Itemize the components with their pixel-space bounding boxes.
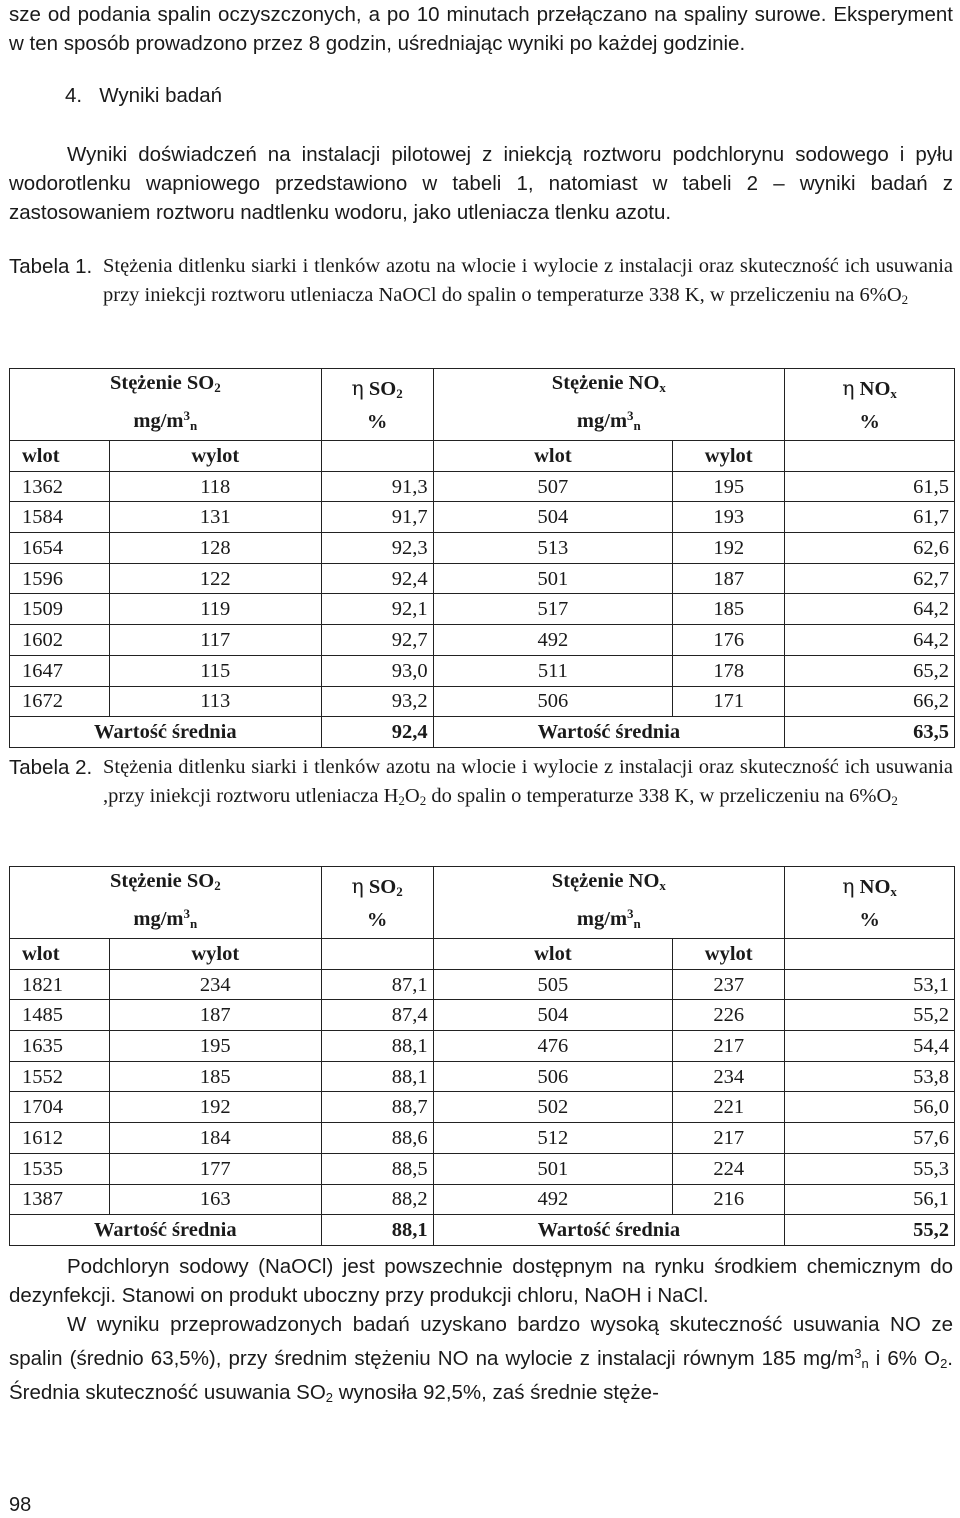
section-title: Wyniki badań [99,84,223,107]
table-cell: 1362 [10,471,110,502]
table-cell: 115 [109,655,321,686]
table-cell: 505 [433,969,673,1000]
table-cell: 216 [673,1184,785,1215]
table-cell: 492 [433,1184,673,1215]
table-cell: 502 [433,1092,673,1123]
average-label: Wartość średnia [433,717,785,748]
table-cell: 128 [109,533,321,564]
table-cell: 56,1 [785,1184,955,1215]
table-cell: 87,1 [321,969,433,1000]
table-row [10,1153,955,1184]
table-cell: 1821 [10,969,110,1000]
inlet-label: wlot [10,441,110,472]
inlet-label: wlot [433,441,673,472]
table-cell: 1535 [10,1153,110,1184]
table1-caption-text: Stężenia ditlenku siarki i tlenków azotu na wlocie i wylocie z instalacji oraz skuteczność ich usuwania przy iniekcji roztworu utleniacza NaOCl do spalin o temperaturze 338 K, w przeliczeniu na 6%O [103,255,953,306]
average-so2-value: 88,1 [321,1215,433,1246]
table-cell: 192 [673,533,785,564]
table-row [10,655,955,686]
table-cell: 226 [673,1000,785,1031]
so2-concentration-header: Stężenie $SO_2$ $mg/m^3_n$ [10,867,322,939]
outlet-label: wylot [109,939,321,970]
table-cell: 504 [433,1000,673,1031]
closing-paragraph-1: Podchloryn sodowy (NaOCl) jest powszechnie dostępnym na rynku środkiem chemicznym do dezynfekcji. Stanowi on produkt uboczny przy produkcji chloru, NaOH i NaCl. [9,1255,953,1307]
table-cell: 1584 [10,502,110,533]
table-cell: 118 [109,471,321,502]
table-cell: 504 [433,502,673,533]
table-cell: 234 [673,1061,785,1092]
table1-subheader-row [10,441,955,472]
table2-body [10,969,955,1215]
table-cell: 64,2 [785,625,955,656]
table-cell: 93,2 [321,686,433,717]
table-cell: 176 [673,625,785,656]
outlet-label: wylot [673,939,785,970]
table2-subheader-row [10,939,955,970]
table-row [10,1061,955,1092]
table-cell: 113 [109,686,321,717]
average-nox-value: 55,2 [785,1215,955,1246]
table-cell: 234 [109,969,321,1000]
table2-caption [9,753,953,815]
outlet-label: wylot [109,441,321,472]
table-cell: 53,8 [785,1061,955,1092]
table-cell: 93,0 [321,655,433,686]
table-cell: 187 [673,563,785,594]
table1-body [10,471,955,717]
average-so2-value: 92,4 [321,717,433,748]
table-cell: 221 [673,1092,785,1123]
table-cell: 501 [433,1153,673,1184]
table-row [10,1000,955,1031]
nox-efficiency-header: η $NO_x$ % [785,369,955,441]
table-cell: 92,3 [321,533,433,564]
intro-paragraph: sze od podania spalin oczyszczonych, a po 10 minutach przełączano na spaliny surowe. Eksperyment w ten sposób prowadzono przez 8 godzin, uśredniając wyniki po każdej godzinie. [9,3,953,55]
table-cell: 511 [433,655,673,686]
table-row [10,471,955,502]
table-cell: 88,1 [321,1031,433,1062]
table-cell: 1552 [10,1061,110,1092]
table-cell: 1596 [10,563,110,594]
table-cell: 517 [433,594,673,625]
table-row [10,686,955,717]
table-cell: 64,2 [785,594,955,625]
table-cell: 88,5 [321,1153,433,1184]
table-cell: 184 [109,1123,321,1154]
table-row [10,563,955,594]
table-row [10,502,955,533]
inlet-label: wlot [10,939,110,970]
table-row [10,1092,955,1123]
table-cell: 512 [433,1123,673,1154]
table-cell: 195 [109,1031,321,1062]
table-cell: 195 [673,471,785,502]
table-cell: 1635 [10,1031,110,1062]
table-row [10,594,955,625]
table-cell: 92,4 [321,563,433,594]
so2-efficiency-header: η $SO_2$ % [321,369,433,441]
table-cell: 171 [673,686,785,717]
table-row [10,533,955,564]
table1-average-row [10,717,955,748]
average-nox-value: 63,5 [785,717,955,748]
table-cell: 513 [433,533,673,564]
inlet-label: wlot [433,939,673,970]
table2-label: Tabela 2. [9,756,93,779]
table-cell: 217 [673,1031,785,1062]
table1 [9,368,955,748]
table-cell: 476 [433,1031,673,1062]
table-cell: 54,4 [785,1031,955,1062]
table1-caption: Tabela 1. Stężenia ditlenku siarki i tlenków azotu na wlocie i wylocie z instalacji oraz skuteczność ich usuwania przy iniekcji roztworu utleniacza NaOCl do spalin o temperaturze 338 K, w przeliczeniu na $6\%O_2$ [9,252,953,314]
table-cell: 1672 [10,686,110,717]
table-cell: 192 [109,1092,321,1123]
table-cell: 61,7 [785,502,955,533]
table-cell: 1654 [10,533,110,564]
table-row [10,1031,955,1062]
table-cell: 57,6 [785,1123,955,1154]
table-cell: 88,1 [321,1061,433,1092]
table2 [9,866,955,1246]
table-cell: 163 [109,1184,321,1215]
table-cell: 1602 [10,625,110,656]
table-cell: 237 [673,969,785,1000]
table-cell: 492 [433,625,673,656]
table-cell: 65,2 [785,655,955,686]
table-cell: 62,7 [785,563,955,594]
table-cell: 507 [433,471,673,502]
table-cell: 1612 [10,1123,110,1154]
table-row [10,1123,955,1154]
table-cell: 185 [109,1061,321,1092]
table-cell: 217 [673,1123,785,1154]
so2-concentration-header: Stężenie $SO_2$ $mg/m^3_n$ [10,369,322,441]
so2-efficiency-header: η $SO_2$ % [321,867,433,939]
table-cell: 506 [433,686,673,717]
table-cell: 88,7 [321,1092,433,1123]
table-cell: 1485 [10,1000,110,1031]
table-cell: 501 [433,563,673,594]
table-cell: 193 [673,502,785,533]
table-cell: 55,3 [785,1153,955,1184]
table-cell: 117 [109,625,321,656]
table-row [10,1184,955,1215]
table-cell: 62,6 [785,533,955,564]
table-cell: 55,2 [785,1000,955,1031]
table-cell: 506 [433,1061,673,1092]
table-cell: 88,6 [321,1123,433,1154]
table-cell: 1647 [10,655,110,686]
table-cell: 92,7 [321,625,433,656]
section-heading [65,84,222,108]
section-number: 4. [65,84,83,107]
outlet-label: wylot [673,441,785,472]
closing-text [9,1252,953,1412]
table-row [10,969,955,1000]
table-cell: 122 [109,563,321,594]
table-cell: 224 [673,1153,785,1184]
table-cell: 177 [109,1153,321,1184]
results-paragraph: Wyniki doświadczeń na instalacji pilotowej z iniekcją roztworu podchlorynu sodowego i pyłu wodorotlenku wapniowego przedstawiono w tabeli 1, natomiast w tabeli 2 – wyniki badań z zastosowaniem roztworu nadtlenku wodoru, jako utleniacza tlenku azotu. [9,143,953,224]
nox-efficiency-header: η $NO_x$ % [785,867,955,939]
nox-concentration-header: Stężenie $NO_x$ $mg/m^3_n$ [433,867,785,939]
table-cell: 1509 [10,594,110,625]
table-cell: 66,2 [785,686,955,717]
table-cell: 56,0 [785,1092,955,1123]
table2-average-row [10,1215,955,1246]
table-cell: 61,5 [785,471,955,502]
table-cell: 88,2 [321,1184,433,1215]
table-row [10,625,955,656]
average-label: Wartość średnia [10,1215,322,1246]
table2-caption-text: Stężenia ditlenku siarki i tlenków azotu na wlocie i wylocie z instalacji oraz skuteczność ich usuwania ,przy iniekcji roztworu utleniacza $H_2O_2$ do spalin o temperaturze 338 K, w przeliczeniu na $6\%O_2$ [103,756,953,808]
table-cell: 91,3 [321,471,433,502]
table-cell: 178 [673,655,785,686]
table-cell: 53,1 [785,969,955,1000]
table-cell: 131 [109,502,321,533]
table-cell: 119 [109,594,321,625]
table-cell: 187 [109,1000,321,1031]
average-label: Wartość średnia [10,717,322,748]
table1-label: Tabela 1. [9,255,93,278]
table-cell: 185 [673,594,785,625]
table-cell: 92,1 [321,594,433,625]
table-cell: 87,4 [321,1000,433,1031]
table-cell: 91,7 [321,502,433,533]
closing-paragraph-2: W wyniku przeprowadzonych badań uzyskano bardzo wysoką skuteczność usuwania NO ze spalin (średnio 63,5%), przy średnim stężeniu NO na wylocie z instalacji równym 185 $mg/m^3_n$ i 6% $O_2$. Średnia skuteczność usuwania $SO_2$ wynosiła 92,5%, zaś średnie stęże- [9,1313,953,1405]
page-number: 98 [9,1494,32,1516]
table-cell: 1387 [10,1184,110,1215]
table-cell: 1704 [10,1092,110,1123]
table2-header-row [10,867,955,939]
table1-header-row [10,369,955,441]
average-label: Wartość średnia [433,1215,785,1246]
nox-concentration-header: Stężenie $NO_x$ $mg/m^3_n$ [433,369,785,441]
